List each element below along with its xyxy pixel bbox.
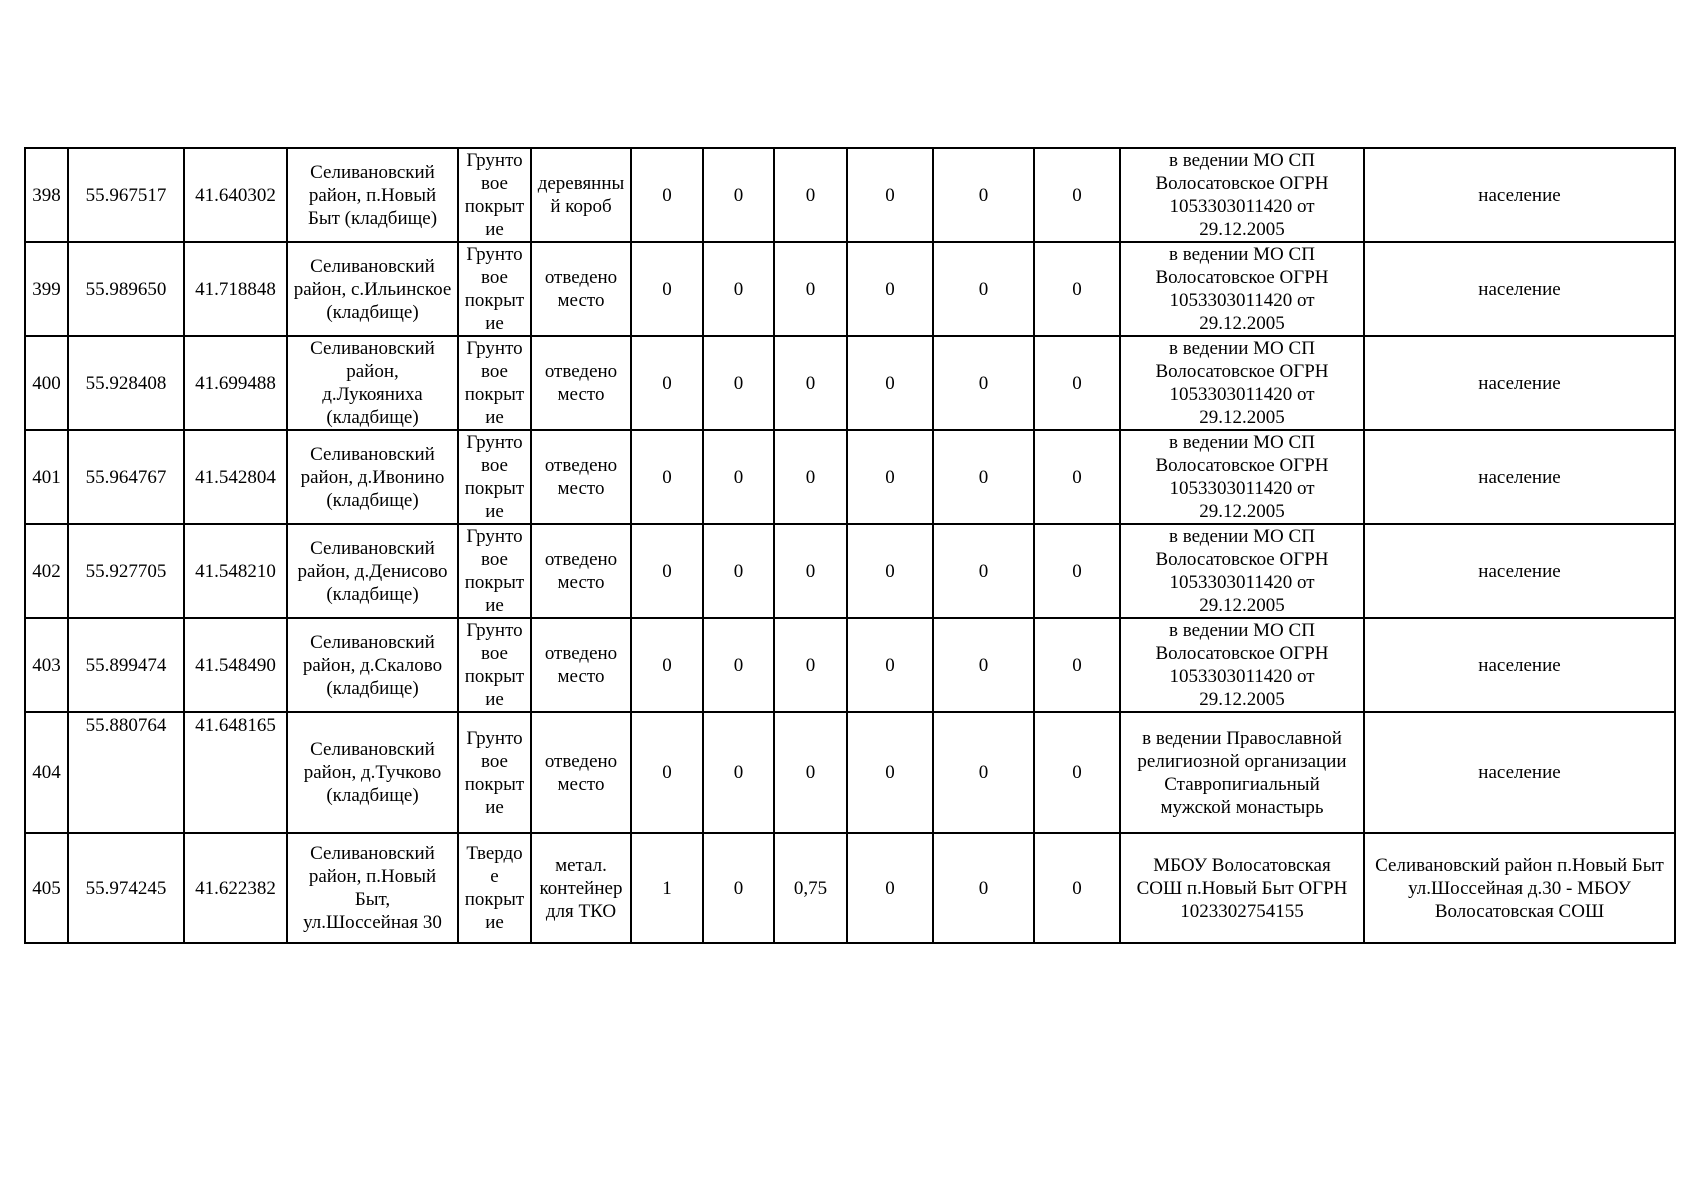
owner-line: Волосатовское ОГРН xyxy=(1155,361,1329,382)
owner-cell xyxy=(1120,833,1364,943)
base-type-cell xyxy=(531,524,631,618)
address-line: Селивановский xyxy=(310,537,435,559)
owner-line: 1053303011420 от xyxy=(1169,572,1315,593)
owner-line: 1053303011420 от xyxy=(1169,666,1315,687)
surface-line: ие xyxy=(485,219,504,240)
waste-source-line: население xyxy=(1478,466,1561,488)
waste-source-cell xyxy=(1364,430,1675,524)
waste-source-cell xyxy=(1364,336,1675,430)
value-4-cell: 0 xyxy=(847,148,933,242)
volume-cell: 0 xyxy=(774,524,847,618)
container-count-cell: 0 xyxy=(631,618,703,712)
volume-cell: 0 xyxy=(774,430,847,524)
row-number-cell: 400 xyxy=(25,336,68,430)
waste-source-cell xyxy=(1364,242,1675,336)
volume-cell: 0 xyxy=(774,618,847,712)
waste-source-line: население xyxy=(1478,372,1561,394)
container-count-cell: 0 xyxy=(631,430,703,524)
value-5-cell: 0 xyxy=(933,242,1034,336)
table-row xyxy=(25,618,1675,712)
address-line: район, д.Скалово xyxy=(302,654,443,676)
base-type-cell xyxy=(531,712,631,833)
owner-cell xyxy=(1120,242,1364,336)
planned-count-cell: 0 xyxy=(703,242,774,336)
owner-cell xyxy=(1120,336,1364,430)
latitude-cell: 55.899474 xyxy=(68,618,184,712)
latitude-cell: 55.989650 xyxy=(68,242,184,336)
owner-line: МБОУ Волосатовская xyxy=(1153,854,1331,876)
row-number-cell: 405 xyxy=(25,833,68,943)
registry-table xyxy=(24,147,1676,944)
planned-count-cell: 0 xyxy=(703,833,774,943)
owner-line: в ведении МО СП xyxy=(1169,244,1315,265)
waste-source-line: население xyxy=(1478,184,1561,206)
waste-source-line: ул.Шоссейная д.30 - МБОУ xyxy=(1408,877,1631,899)
address-line: Селивановский xyxy=(310,161,435,183)
volume-cell: 0 xyxy=(774,242,847,336)
surface-line: Грунто xyxy=(466,727,523,749)
base-type-cell xyxy=(531,430,631,524)
value-4-cell: 0 xyxy=(847,524,933,618)
value-6-cell: 0 xyxy=(1034,148,1120,242)
value-4-cell: 0 xyxy=(847,430,933,524)
surface-line: ие xyxy=(485,796,504,818)
value-5-cell: 0 xyxy=(933,148,1034,242)
address-line: (кладбище) xyxy=(326,301,419,323)
base-type-line: место xyxy=(557,773,605,795)
volume-cell: 0 xyxy=(774,712,847,833)
surface-line: вое xyxy=(480,173,508,194)
waste-source-line: население xyxy=(1478,278,1561,300)
address-cell xyxy=(287,712,458,833)
owner-line: 29.12.2005 xyxy=(1199,313,1285,334)
value-5-cell: 0 xyxy=(933,618,1034,712)
address-line: район, п.Новый xyxy=(308,866,437,887)
table-row xyxy=(25,712,1675,833)
owner-line: 1053303011420 от xyxy=(1169,384,1315,405)
address-cell xyxy=(287,336,458,430)
value-6-cell: 0 xyxy=(1034,712,1120,833)
owner-cell xyxy=(1120,618,1364,712)
owner-line: в ведении МО СП xyxy=(1169,338,1315,359)
waste-source-line: Селивановский район п.Новый Быт xyxy=(1375,854,1664,876)
address-cell xyxy=(287,148,458,242)
value-5-cell: 0 xyxy=(933,833,1034,943)
value-6-cell: 0 xyxy=(1034,524,1120,618)
row-number-cell: 403 xyxy=(25,618,68,712)
surface-cell xyxy=(458,618,531,712)
base-type-line: контейнер xyxy=(539,877,623,899)
surface-line: Грунто xyxy=(466,526,523,547)
address-line: Селивановский xyxy=(310,443,435,465)
surface-line: Грунто xyxy=(466,244,523,265)
base-type-line: й короб xyxy=(550,196,612,217)
surface-line: ие xyxy=(485,595,504,616)
waste-source-cell xyxy=(1364,148,1675,242)
surface-line: покрыт xyxy=(464,889,525,910)
owner-line: Волосатовское ОГРН xyxy=(1155,173,1329,194)
row-number-cell: 401 xyxy=(25,430,68,524)
address-line: (кладбище) xyxy=(326,407,419,428)
owner-line: в ведении МО СП xyxy=(1169,526,1315,547)
address-line: район, д.Денисово xyxy=(297,560,448,582)
base-type-cell xyxy=(531,148,631,242)
longitude-cell: 41.548490 xyxy=(184,618,287,712)
table-row xyxy=(25,148,1675,242)
owner-line: 29.12.2005 xyxy=(1199,595,1285,616)
latitude-cell: 55.880764 xyxy=(68,712,184,833)
table-row xyxy=(25,242,1675,336)
latitude-cell: 55.964767 xyxy=(68,430,184,524)
base-type-line: отведено xyxy=(544,361,618,382)
value-4-cell: 0 xyxy=(847,833,933,943)
address-line: Селивановский xyxy=(310,338,435,359)
latitude-cell: 55.967517 xyxy=(68,148,184,242)
address-line: Селивановский xyxy=(310,739,435,760)
surface-line: ие xyxy=(485,912,504,933)
waste-source-line: население xyxy=(1478,560,1561,582)
surface-line: покрыт xyxy=(464,196,525,217)
longitude-cell: 41.548210 xyxy=(184,524,287,618)
surface-line: вое xyxy=(480,643,508,664)
address-line: д.Лукояниха xyxy=(322,384,423,405)
planned-count-cell: 0 xyxy=(703,618,774,712)
base-type-line: отведено xyxy=(544,750,618,772)
container-count-cell: 0 xyxy=(631,524,703,618)
value-4-cell: 0 xyxy=(847,712,933,833)
planned-count-cell: 0 xyxy=(703,712,774,833)
value-5-cell: 0 xyxy=(933,430,1034,524)
owner-line: 29.12.2005 xyxy=(1199,219,1285,240)
owner-cell xyxy=(1120,148,1364,242)
value-4-cell: 0 xyxy=(847,618,933,712)
surface-cell xyxy=(458,524,531,618)
address-line: район, п.Новый xyxy=(308,184,437,206)
address-cell xyxy=(287,833,458,943)
address-line: (кладбище) xyxy=(326,583,419,605)
planned-count-cell: 0 xyxy=(703,148,774,242)
waste-source-cell xyxy=(1364,712,1675,833)
base-type-line: место xyxy=(557,290,605,311)
row-number-cell: 402 xyxy=(25,524,68,618)
surface-line: покрыт xyxy=(464,572,525,593)
value-6-cell: 0 xyxy=(1034,430,1120,524)
address-line: район, д.Тучково xyxy=(303,762,442,783)
container-count-cell: 0 xyxy=(631,712,703,833)
row-number-cell: 398 xyxy=(25,148,68,242)
surface-line: вое xyxy=(480,455,508,476)
base-type-line: место xyxy=(557,572,605,593)
base-type-line: отведено xyxy=(544,267,618,288)
owner-line: в ведении МО СП xyxy=(1169,150,1315,171)
latitude-cell: 55.974245 xyxy=(68,833,184,943)
owner-line: в ведении Православной xyxy=(1142,727,1342,749)
address-line: (кладбище) xyxy=(326,489,419,511)
address-cell xyxy=(287,524,458,618)
address-line: Селивановский xyxy=(310,255,435,277)
container-count-cell: 0 xyxy=(631,242,703,336)
surface-cell xyxy=(458,430,531,524)
address-line: Селивановский xyxy=(310,843,435,864)
planned-count-cell: 0 xyxy=(703,336,774,430)
owner-line: Волосатовское ОГРН xyxy=(1155,549,1329,570)
base-type-line: деревянны xyxy=(537,173,625,194)
value-6-cell: 0 xyxy=(1034,618,1120,712)
longitude-cell: 41.542804 xyxy=(184,430,287,524)
longitude-cell: 41.699488 xyxy=(184,336,287,430)
address-cell xyxy=(287,430,458,524)
owner-line: мужской монастырь xyxy=(1160,796,1324,818)
table-row xyxy=(25,336,1675,430)
surface-line: ие xyxy=(485,501,504,522)
base-type-line: место xyxy=(557,666,605,687)
address-line: район, xyxy=(346,361,399,382)
address-line: Быт, xyxy=(354,889,391,910)
owner-line: в ведении МО СП xyxy=(1169,620,1315,641)
waste-source-cell xyxy=(1364,833,1675,943)
container-count-cell: 0 xyxy=(631,336,703,430)
latitude-cell: 55.928408 xyxy=(68,336,184,430)
owner-cell xyxy=(1120,712,1364,833)
surface-line: Твердо xyxy=(466,843,523,864)
value-6-cell: 0 xyxy=(1034,242,1120,336)
owner-line: 29.12.2005 xyxy=(1199,689,1285,710)
surface-line: вое xyxy=(480,361,508,382)
longitude-cell: 41.648165 xyxy=(184,712,287,833)
base-type-line: отведено xyxy=(544,455,618,476)
surface-cell xyxy=(458,336,531,430)
owner-line: СОШ п.Новый Быт ОГРН xyxy=(1136,877,1348,899)
address-line: (кладбище) xyxy=(326,785,419,806)
value-6-cell: 0 xyxy=(1034,833,1120,943)
base-type-cell xyxy=(531,618,631,712)
row-number-cell: 404 xyxy=(25,712,68,833)
volume-cell: 0,75 xyxy=(774,833,847,943)
base-type-cell xyxy=(531,242,631,336)
owner-line: Волосатовское ОГРН xyxy=(1155,455,1329,476)
address-line: (кладбище) xyxy=(326,677,419,699)
owner-line: 1023302754155 xyxy=(1180,900,1304,922)
value-4-cell: 0 xyxy=(847,336,933,430)
container-count-cell: 1 xyxy=(631,833,703,943)
owner-line: 29.12.2005 xyxy=(1199,501,1285,522)
owner-line: религиозной организации xyxy=(1137,750,1347,772)
surface-cell xyxy=(458,712,531,833)
address-line: Быт (кладбище) xyxy=(307,207,438,229)
longitude-cell: 41.640302 xyxy=(184,148,287,242)
planned-count-cell: 0 xyxy=(703,430,774,524)
registry-sheet xyxy=(24,147,1676,944)
longitude-cell: 41.718848 xyxy=(184,242,287,336)
owner-cell xyxy=(1120,430,1364,524)
surface-line: Грунто xyxy=(466,432,523,453)
address-line: ул.Шоссейная 30 xyxy=(303,912,442,933)
value-5-cell: 0 xyxy=(933,712,1034,833)
table-row xyxy=(25,524,1675,618)
surface-line: покрыт xyxy=(464,290,525,311)
surface-line: Грунто xyxy=(466,338,523,359)
owner-line: Ставропигиальный xyxy=(1164,773,1320,795)
base-type-line: место xyxy=(557,384,605,405)
address-line: район, с.Ильинское xyxy=(293,278,452,300)
registry-body xyxy=(25,148,1675,943)
container-count-cell: 0 xyxy=(631,148,703,242)
owner-line: 1053303011420 от xyxy=(1169,196,1315,217)
owner-line: 1053303011420 от xyxy=(1169,478,1315,499)
waste-source-cell xyxy=(1364,524,1675,618)
surface-line: покрыт xyxy=(464,666,525,687)
surface-line: покрыт xyxy=(464,478,525,499)
surface-line: Грунто xyxy=(466,150,523,171)
surface-cell xyxy=(458,242,531,336)
base-type-line: отведено xyxy=(544,643,618,664)
row-number-cell: 399 xyxy=(25,242,68,336)
owner-cell xyxy=(1120,524,1364,618)
value-5-cell: 0 xyxy=(933,524,1034,618)
longitude-cell: 41.622382 xyxy=(184,833,287,943)
surface-line: ие xyxy=(485,313,504,334)
surface-cell xyxy=(458,833,531,943)
table-row xyxy=(25,430,1675,524)
waste-source-line: население xyxy=(1478,654,1561,676)
volume-cell: 0 xyxy=(774,148,847,242)
table-row xyxy=(25,833,1675,943)
surface-line: Грунто xyxy=(466,620,523,641)
base-type-cell xyxy=(531,336,631,430)
surface-cell xyxy=(458,148,531,242)
waste-source-line: население xyxy=(1478,762,1561,783)
surface-line: вое xyxy=(480,750,508,772)
address-line: район, д.Ивонино xyxy=(300,466,445,488)
owner-line: Волосатовское ОГРН xyxy=(1155,267,1329,288)
base-type-line: для ТКО xyxy=(545,900,617,922)
surface-line: е xyxy=(490,866,499,887)
waste-source-line: Волосатовская СОШ xyxy=(1434,900,1605,922)
value-4-cell: 0 xyxy=(847,242,933,336)
value-5-cell: 0 xyxy=(933,336,1034,430)
surface-line: покрыт xyxy=(464,384,525,405)
owner-line: 1053303011420 от xyxy=(1169,290,1315,311)
address-cell xyxy=(287,618,458,712)
volume-cell: 0 xyxy=(774,336,847,430)
address-line: Селивановский xyxy=(310,631,435,653)
value-6-cell: 0 xyxy=(1034,336,1120,430)
surface-line: вое xyxy=(480,267,508,288)
base-type-line: метал. xyxy=(555,854,607,876)
planned-count-cell: 0 xyxy=(703,524,774,618)
surface-line: покрыт xyxy=(464,773,525,795)
surface-line: ие xyxy=(485,407,504,428)
address-cell xyxy=(287,242,458,336)
surface-line: ие xyxy=(485,689,504,710)
owner-line: в ведении МО СП xyxy=(1169,432,1315,453)
owner-line: 29.12.2005 xyxy=(1199,407,1285,428)
base-type-line: отведено xyxy=(544,549,618,570)
base-type-line: место xyxy=(557,478,605,499)
latitude-cell: 55.927705 xyxy=(68,524,184,618)
waste-source-cell xyxy=(1364,618,1675,712)
owner-line: Волосатовское ОГРН xyxy=(1155,643,1329,664)
base-type-cell xyxy=(531,833,631,943)
surface-line: вое xyxy=(480,549,508,570)
